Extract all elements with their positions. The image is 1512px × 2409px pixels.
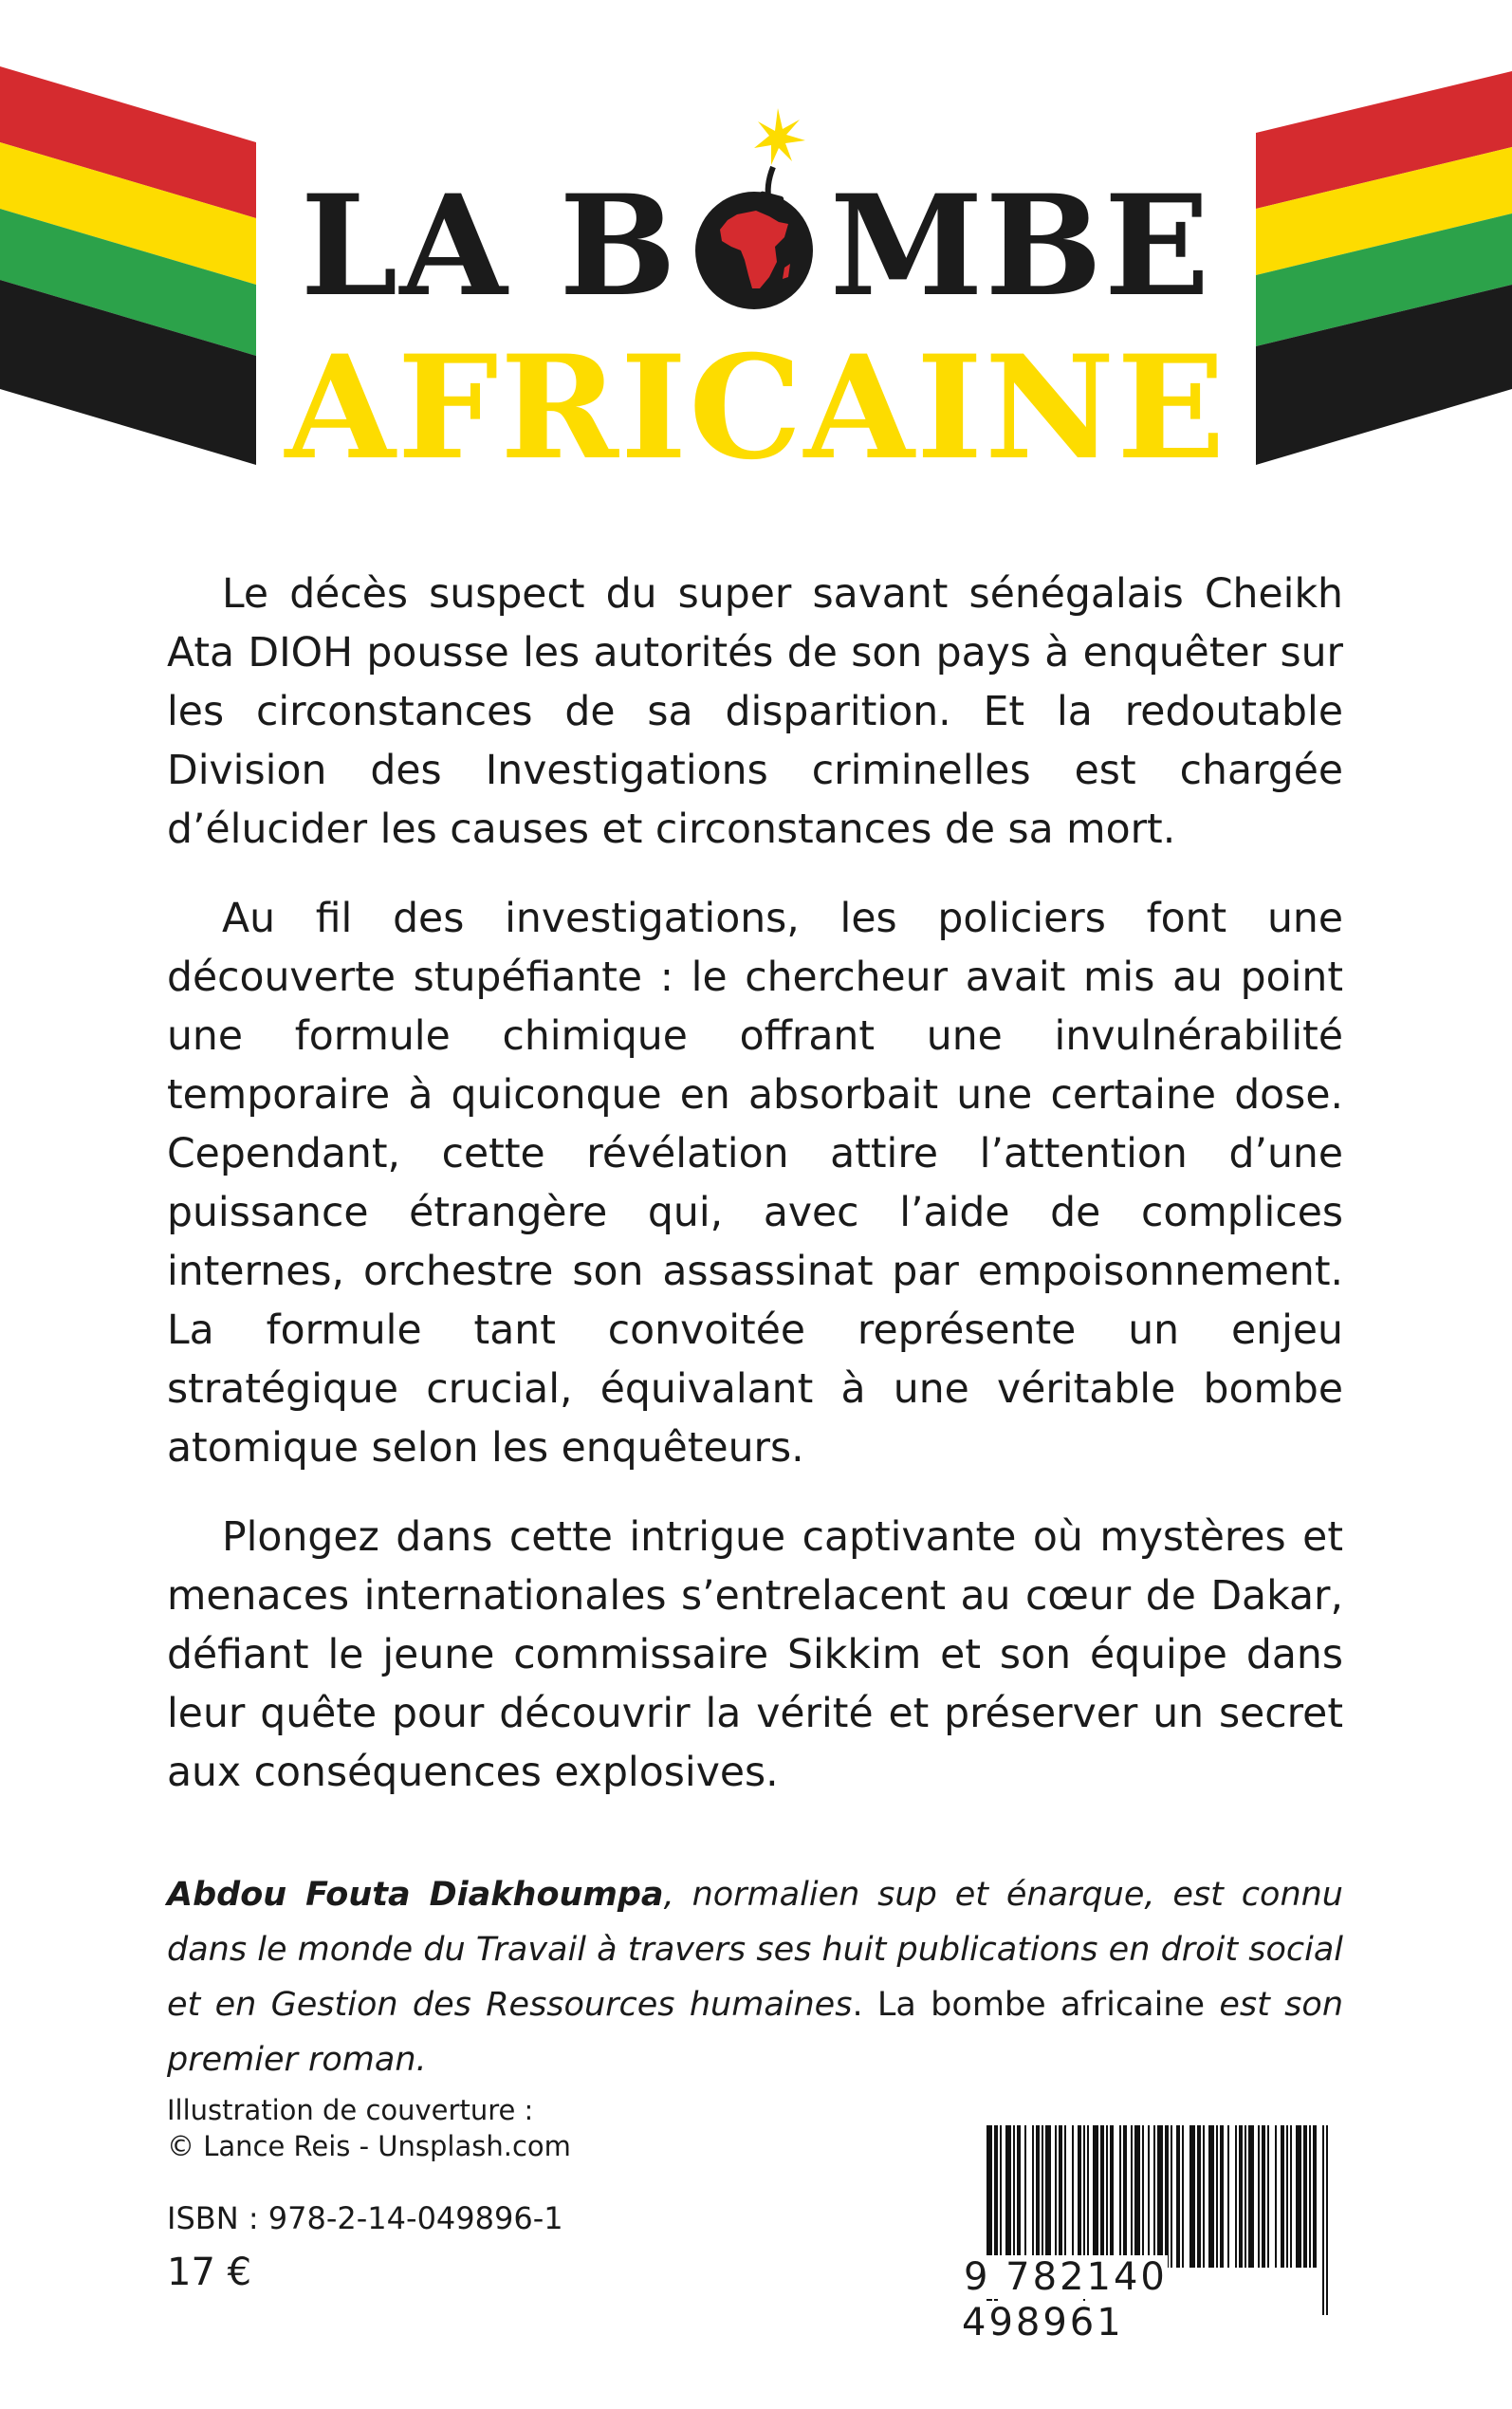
isbn-number: ISBN : 978-2-14-049896-1 — [167, 2200, 563, 2236]
barcode-bar — [1055, 2125, 1057, 2268]
barcode-bar — [1157, 2125, 1163, 2268]
barcode-bar — [1275, 2125, 1277, 2268]
barcode-bar — [1024, 2125, 1026, 2268]
barcode-bar — [1267, 2125, 1269, 2268]
author-bio — [167, 1867, 1343, 2087]
barcode-bar — [1072, 2125, 1074, 2268]
barcode-bar — [1005, 2125, 1011, 2268]
barcode-bar — [1059, 2125, 1062, 2268]
barcode-bar — [1235, 2125, 1237, 2268]
barcode-bar — [1245, 2125, 1246, 2268]
barcode-bar — [1171, 2125, 1172, 2268]
cover-credits — [167, 2092, 571, 2164]
barcode-bar — [1290, 2125, 1292, 2268]
barcode-bar — [1262, 2125, 1265, 2268]
barcode-bar — [1148, 2125, 1150, 2268]
barcode-bar — [1036, 2125, 1040, 2268]
barcode-bar — [1017, 2125, 1021, 2268]
barcode-bar — [1064, 2125, 1066, 2268]
barcode-bar — [1309, 2125, 1311, 2268]
credits-line-1: Illustration de couverture : — [167, 2094, 534, 2126]
barcode-bar — [1042, 2125, 1043, 2268]
barcode-bar — [1208, 2125, 1214, 2268]
barcode-bar — [1093, 2125, 1098, 2268]
barcode-bar — [1032, 2125, 1034, 2268]
barcode-bar — [1220, 2125, 1224, 2268]
book-summary — [167, 565, 1343, 1833]
barcode-bar — [1313, 2125, 1317, 2268]
book-price: 17 € — [167, 2251, 252, 2294]
author-name: Abdou Fouta Diakhoumpa — [167, 1876, 664, 1914]
barcode-bar — [1182, 2125, 1184, 2268]
barcode-bar — [1131, 2125, 1133, 2268]
barcode-bar — [1045, 2125, 1051, 2268]
barcode-bar — [1078, 2125, 1081, 2268]
spark-icon — [754, 108, 805, 165]
barcode-bar — [1165, 2125, 1169, 2268]
barcode-bar — [1216, 2125, 1218, 2268]
title-text-start: LA B — [300, 165, 678, 327]
book-title-line1 — [0, 165, 1512, 327]
barcode-bar — [1189, 2125, 1195, 2268]
barcode-bar — [1286, 2125, 1288, 2268]
book-title-line2: AFRICAINE — [285, 324, 1227, 491]
credits-line-2: © Lance Reis - Unsplash.com — [167, 2130, 571, 2162]
barcode-bar — [1197, 2125, 1201, 2268]
summary-paragraph-1: Le décès suspect du super savant sénégalais Cheikh Ata DIOH pousse les autorités de son pays à enquêter sur les circonstances de sa disparition. Et la redoutable Division des Investigations criminelles est chargée d’élucider les causes et circonstances de sa mort. — [167, 571, 1343, 853]
barcode-bar — [1281, 2125, 1284, 2268]
barcode-bar — [1000, 2125, 1002, 2268]
barcode-bar — [1258, 2125, 1260, 2268]
barcode-digits — [962, 2254, 1328, 2345]
barcode-bar — [1087, 2125, 1089, 2268]
author-bio-text-2: . La bombe africaine — [852, 1986, 1220, 2024]
barcode-bar — [1227, 2125, 1229, 2268]
barcode-bar — [1106, 2125, 1108, 2268]
summary-paragraph-2: Au fil des investigations, les policiers font une découverte stupéfiante : le chercheur avait mis au point une formule chimique offrant une invulnérabilité temporaire à quiconque en absorbait une certaine dose. Cependant, cette révélation attire l’attention d’une puissance étrangère qui, avec l’aide de complices internes, orchestre son assassinat par empoisonnement. La formule tant convoitée représente un enjeu stratégique crucial, équivalant à une véritable bombe atomique selon les enquêteurs. — [167, 896, 1343, 1472]
barcode-bar — [1123, 2125, 1127, 2268]
barcode-bar — [1303, 2125, 1307, 2268]
barcode-bar — [1203, 2125, 1205, 2268]
title-text-end: MBE — [829, 165, 1212, 327]
author-bio-text-3: est son premier roman. — [167, 1986, 1343, 2079]
barcode-bar — [1239, 2125, 1243, 2268]
barcode-bar — [1134, 2125, 1140, 2268]
barcode-bar — [1153, 2125, 1155, 2268]
barcode-bar — [1296, 2125, 1301, 2268]
barcode-bar — [1110, 2125, 1114, 2268]
barcode-bar — [1119, 2125, 1121, 2268]
author-bio-text-1: , normalien sup et énarque, est connu dans le monde du Travail à travers ses huit publications en droit social et en Gestion des Ressources humaines — [167, 1876, 1343, 2024]
barcode-number: 9 782140 498961 — [962, 2255, 1168, 2344]
barcode-bar — [1100, 2125, 1104, 2268]
summary-paragraph-3: Plongez dans cette intrigue captivante où mystères et menaces internationales s’entrelacent au cœur de Dakar, défiant le jeune commissaire Sikkim et son équipe dans leur quête pour découvrir la vérité et préserver un secret aux conséquences explosives. — [167, 1514, 1343, 1796]
barcode-bar — [1142, 2125, 1144, 2268]
barcode-bar — [1013, 2125, 1015, 2268]
barcode-bar — [1248, 2125, 1254, 2268]
barcode-bar — [1176, 2125, 1180, 2268]
bomb-icon — [678, 175, 830, 307]
